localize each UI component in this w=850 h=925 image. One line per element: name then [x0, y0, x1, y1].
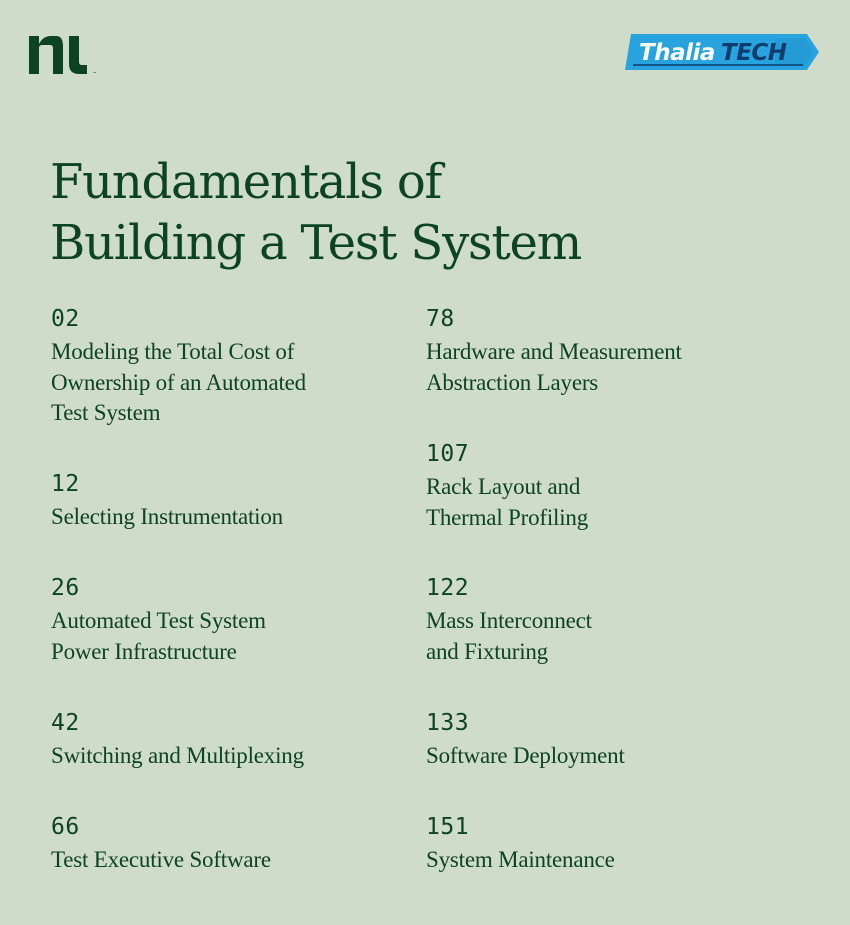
toc-page-number: 42: [51, 710, 80, 736]
toc-title-line: Test System: [51, 400, 161, 425]
toc-page-number: 02: [51, 306, 80, 332]
toc-title-line: Rack Layout and: [426, 474, 581, 499]
toc-title-line: Ownership of an Automated: [51, 369, 306, 395]
toc-entry-title: [426, 606, 786, 667]
toc-entry[interactable]: [51, 305, 411, 429]
toc-title-line: Test Executive Software: [51, 847, 271, 872]
toc-page-number: 151: [426, 814, 470, 840]
toc-entry-title: [51, 845, 411, 876]
toc-entry[interactable]: [426, 305, 786, 398]
toc-title-line: System Maintenance: [426, 847, 615, 872]
title-line-2: Building a Test System: [50, 215, 582, 272]
toc-page-number: 78: [426, 306, 455, 332]
toc-entry-title: [51, 502, 411, 533]
toc-page-number: 66: [51, 814, 80, 840]
toc-title-line: Power Infrastructure: [51, 638, 237, 664]
toc-title-line: Software Deployment: [426, 743, 625, 768]
toc-title-line: Selecting Instrumentation: [51, 504, 283, 529]
svg-text:™: ™: [93, 71, 97, 76]
toc-entry-title: [426, 337, 786, 398]
toc-entry[interactable]: [51, 709, 411, 772]
toc-title-line: Hardware and Measurement: [426, 339, 682, 364]
toc-entry[interactable]: [426, 813, 786, 876]
toc-page-number: 122: [426, 575, 470, 601]
toc-entry[interactable]: [51, 813, 411, 876]
toc-page-number: 12: [51, 471, 80, 497]
toc-title-line: and Fixturing: [426, 638, 548, 664]
toc-entry[interactable]: [426, 574, 786, 667]
toc-entry[interactable]: [426, 709, 786, 772]
title-line-1: Fundamentals of: [50, 154, 442, 211]
thaliatech-logo: [625, 32, 820, 72]
toc-entry-title: [51, 606, 411, 667]
toc-title-line: Thermal Profiling: [426, 504, 589, 530]
toc-title-line: Automated Test System: [51, 608, 266, 633]
svg-text:Thalia: Thalia: [639, 40, 715, 66]
toc-entry[interactable]: [51, 470, 411, 533]
toc-entry-title: [426, 472, 786, 533]
toc-title-line: Abstraction Layers: [426, 369, 599, 395]
svg-text:TECH: TECH: [721, 40, 787, 66]
document-title: [50, 152, 750, 274]
toc-entry[interactable]: [51, 574, 411, 667]
toc-entry[interactable]: [426, 440, 786, 533]
toc-page-number: 26: [51, 575, 80, 601]
toc-entry-title: [426, 741, 786, 772]
toc-page-number: 133: [426, 710, 470, 736]
toc-page-number: 107: [426, 441, 470, 467]
toc-entry-title: [51, 337, 411, 429]
toc-entry-title: [426, 845, 786, 876]
toc-entry-title: [51, 741, 411, 772]
toc-title-line: Modeling the Total Cost of: [51, 339, 295, 364]
toc-title-line: Mass Interconnect: [426, 608, 592, 633]
ni-logo: [29, 34, 101, 76]
toc-title-line: Switching and Multiplexing: [51, 743, 304, 768]
